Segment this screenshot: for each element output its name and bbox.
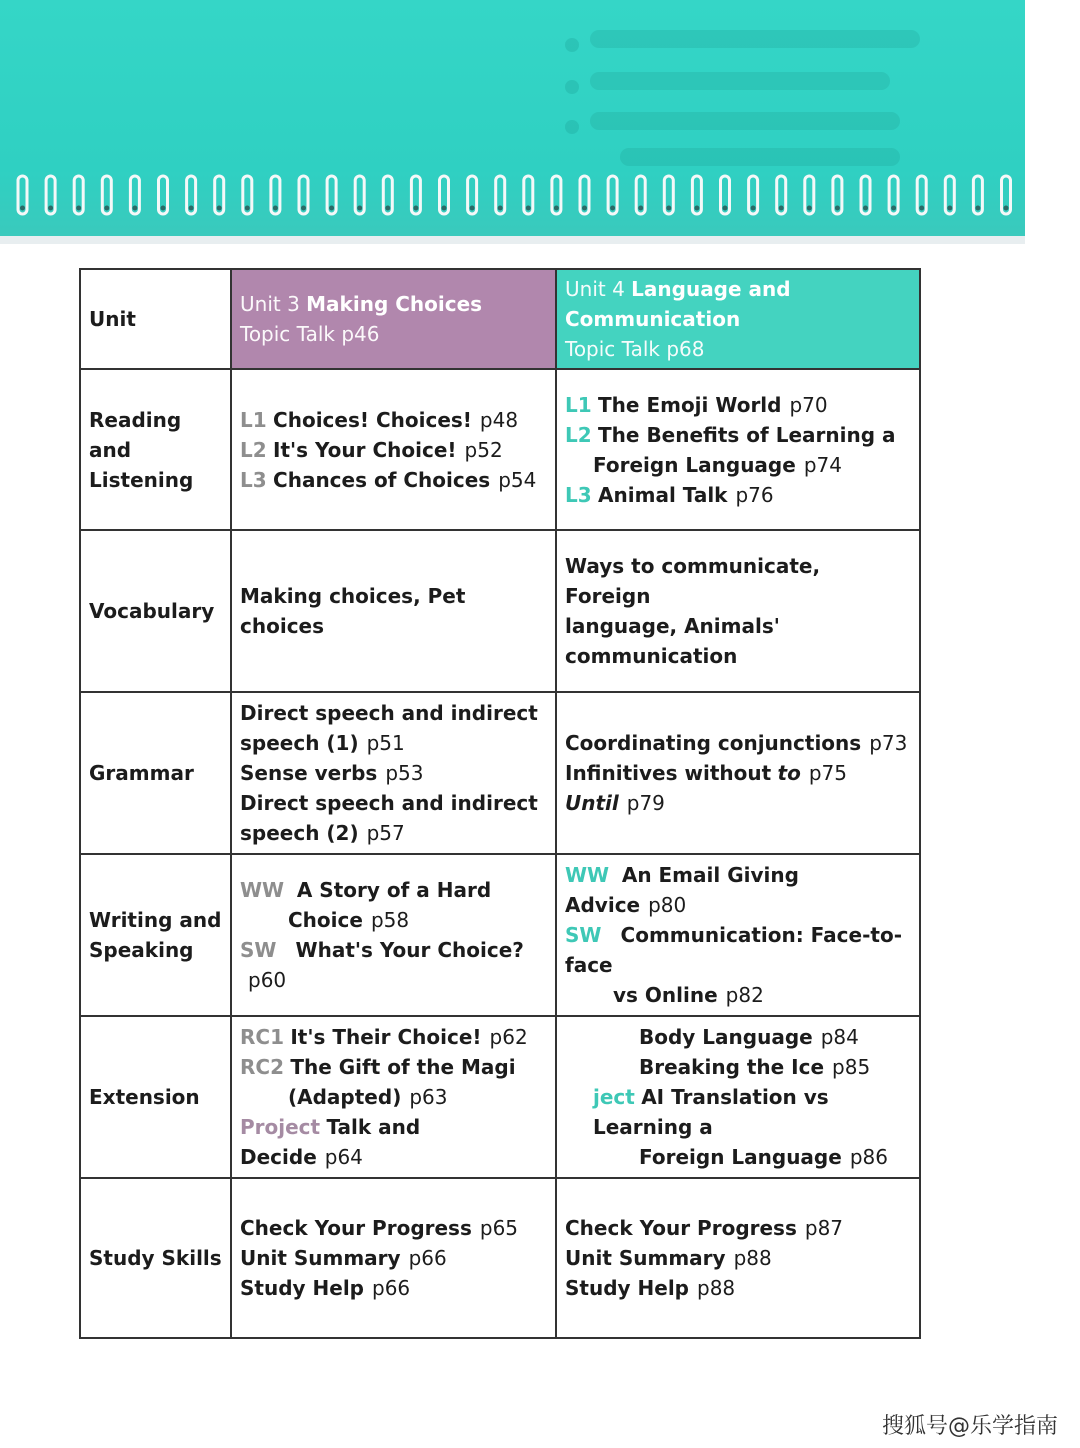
list-item: speech (1) p51	[240, 731, 405, 755]
list-item-continued: Choice p58	[288, 908, 410, 932]
list-item: speech (2) p57	[240, 821, 405, 845]
unit3-number: Unit 3	[240, 292, 300, 316]
spiral-hole	[975, 206, 980, 211]
unit4-writing-cell	[556, 854, 920, 1016]
extension-row	[80, 1016, 920, 1178]
list-item-continued: Foreign Language p86	[639, 1145, 888, 1169]
unit3-title: Making Choices	[306, 292, 483, 316]
grammar-row	[80, 692, 920, 854]
spiral-hole	[891, 206, 896, 211]
list-item: Coordinating conjunctions p73	[565, 731, 908, 755]
unit3-topic-page: p46	[341, 322, 380, 346]
list-item-continued: vs Online p82	[613, 983, 764, 1007]
cover-decoration	[590, 112, 900, 130]
list-item: SW Communication: Face-to-face	[565, 923, 902, 977]
list-item: Check Your Progress p87	[565, 1216, 844, 1240]
unit4-vocabulary-cell	[556, 530, 920, 692]
watermark: 搜狐号@乐学指南	[881, 1414, 1058, 1439]
unit4-title: Language and Communication	[565, 277, 791, 331]
list-item: RC1 It's Their Choice! p62	[240, 1025, 528, 1049]
spiral-hole	[357, 206, 362, 211]
list-item: L2 It's Your Choice! p52	[240, 437, 503, 462]
list-item: Unit Summary p88	[565, 1246, 772, 1270]
vocabulary-row	[80, 530, 920, 692]
paper-edge	[0, 236, 1025, 244]
spiral-hole	[217, 206, 222, 211]
list-item: Body Language p84	[639, 1025, 859, 1049]
list-item: Check Your Progress p65	[240, 1216, 519, 1240]
spiral-hole	[526, 206, 531, 211]
spiral-hole	[245, 206, 250, 211]
cover-decoration	[565, 120, 579, 134]
vocabulary-text: Ways to communicate, Foreign	[565, 554, 821, 608]
unit4-topic-page: p68	[666, 337, 705, 361]
list-item: Infinitives without to p75	[565, 761, 847, 785]
list-item: Until p79	[565, 791, 665, 815]
spiral-hole	[638, 206, 643, 211]
row-label-vocabulary: Vocabulary	[80, 530, 231, 692]
unit4-reading-cell	[556, 369, 920, 530]
spiral-hole	[273, 206, 278, 211]
list-item: L2 The Benefits of Learning a	[565, 422, 896, 447]
list-item: Sense verbs p53	[240, 761, 424, 785]
spiral-hole	[189, 206, 194, 211]
unit3-grammar-cell	[231, 692, 556, 854]
spiral-hole	[610, 206, 615, 211]
list-item: RC2 The Gift of the Magi	[240, 1055, 516, 1079]
spiral-hole	[835, 206, 840, 211]
cover-decoration	[590, 30, 920, 48]
spiral-hole	[751, 206, 756, 211]
spiral-hole	[76, 206, 81, 211]
row-label-extension: Extension	[80, 1016, 231, 1178]
list-item-continued: (Adapted) p63	[288, 1085, 448, 1109]
spiral-hole	[947, 206, 952, 211]
spiral-hole	[48, 206, 53, 211]
row-label-line: Speaking	[89, 938, 194, 962]
row-label-unit: Unit	[80, 269, 231, 369]
list-item: Study Help p88	[565, 1276, 736, 1300]
spiral-hole	[104, 206, 109, 211]
list-item: Direct speech and indirect	[240, 791, 538, 815]
list-item: ject AI Translation vs Learning a	[593, 1085, 829, 1139]
row-label-grammar: Grammar	[80, 692, 231, 854]
list-item: Project Talk and Decide p64	[240, 1115, 421, 1169]
row-label-line: Listening	[89, 467, 194, 492]
list-item: Study Help p66	[240, 1276, 411, 1300]
spiral-hole	[132, 206, 137, 211]
list-item: L3 Chances of Choices p54	[240, 467, 537, 492]
list-item: L1 Choices! Choices! p48	[240, 407, 519, 432]
spiral-hole	[161, 206, 166, 211]
list-item: Direct speech and indirect	[240, 701, 538, 725]
cover-decoration	[620, 148, 900, 166]
spiral-hole	[1004, 206, 1009, 211]
spiral-hole	[666, 206, 671, 211]
vocabulary-text: language, Animals' communication	[565, 614, 780, 668]
unit3-header	[231, 269, 556, 369]
list-item: Unit Summary p66	[240, 1246, 447, 1270]
list-item: WW An Email Giving Advice p80	[565, 863, 799, 917]
spiral-hole	[470, 206, 475, 211]
spiral-hole	[807, 206, 812, 211]
contents-table	[79, 268, 921, 1339]
spiral-hole	[442, 206, 447, 211]
writing-row	[80, 854, 920, 1016]
list-item: L3 Animal Talk p76	[565, 482, 774, 507]
spiral-hole	[779, 206, 784, 211]
list-item-continued: Foreign Language p74	[593, 452, 842, 477]
unit4-extension-cell	[556, 1016, 920, 1178]
list-item: L1 The Emoji World p70	[565, 392, 828, 417]
spiral-hole	[863, 206, 868, 211]
reading-row	[80, 369, 920, 530]
row-label-writing	[80, 854, 231, 1016]
row-label-line: Reading and	[89, 407, 182, 462]
spiral-hole	[582, 206, 587, 211]
spiral-hole	[694, 206, 699, 211]
unit3-vocabulary-cell	[231, 530, 556, 692]
cover-decoration	[590, 72, 890, 90]
unit4-header	[556, 269, 920, 369]
spiral-hole	[723, 206, 728, 211]
unit3-writing-cell	[231, 854, 556, 1016]
spiral-hole	[301, 206, 306, 211]
unit4-number: Unit 4	[565, 277, 625, 301]
unit3-study-cell	[231, 1178, 556, 1338]
row-label-study: Study Skills	[80, 1178, 231, 1338]
spiral-hole	[385, 206, 390, 211]
spiral-hole	[554, 206, 559, 211]
unit4-topic: Topic Talk	[565, 337, 660, 361]
study-row	[80, 1178, 920, 1338]
row-label-line: Writing and	[89, 908, 222, 932]
spiral-hole	[919, 206, 924, 211]
cover-decoration	[565, 38, 579, 52]
spiral-binding	[6, 172, 1022, 218]
unit3-extension-cell	[231, 1016, 556, 1178]
unit4-study-cell	[556, 1178, 920, 1338]
unit4-grammar-cell	[556, 692, 920, 854]
vocabulary-text: Making choices, Pet choices	[240, 584, 466, 638]
unit3-reading-cell	[231, 369, 556, 530]
list-item: SW What's Your Choice?p60	[240, 938, 524, 992]
spiral-hole	[413, 206, 418, 211]
cover-decoration	[565, 80, 579, 94]
spiral-hole	[498, 206, 503, 211]
spiral-hole	[329, 206, 334, 211]
list-item: WW A Story of a Hard	[240, 878, 492, 902]
notebook-cover	[0, 0, 1025, 243]
unit3-topic: Topic Talk	[240, 322, 335, 346]
row-label-reading	[80, 369, 231, 530]
list-item: Breaking the Ice p85	[639, 1055, 871, 1079]
unit-header-row	[80, 269, 920, 369]
spiral-hole	[20, 206, 25, 211]
